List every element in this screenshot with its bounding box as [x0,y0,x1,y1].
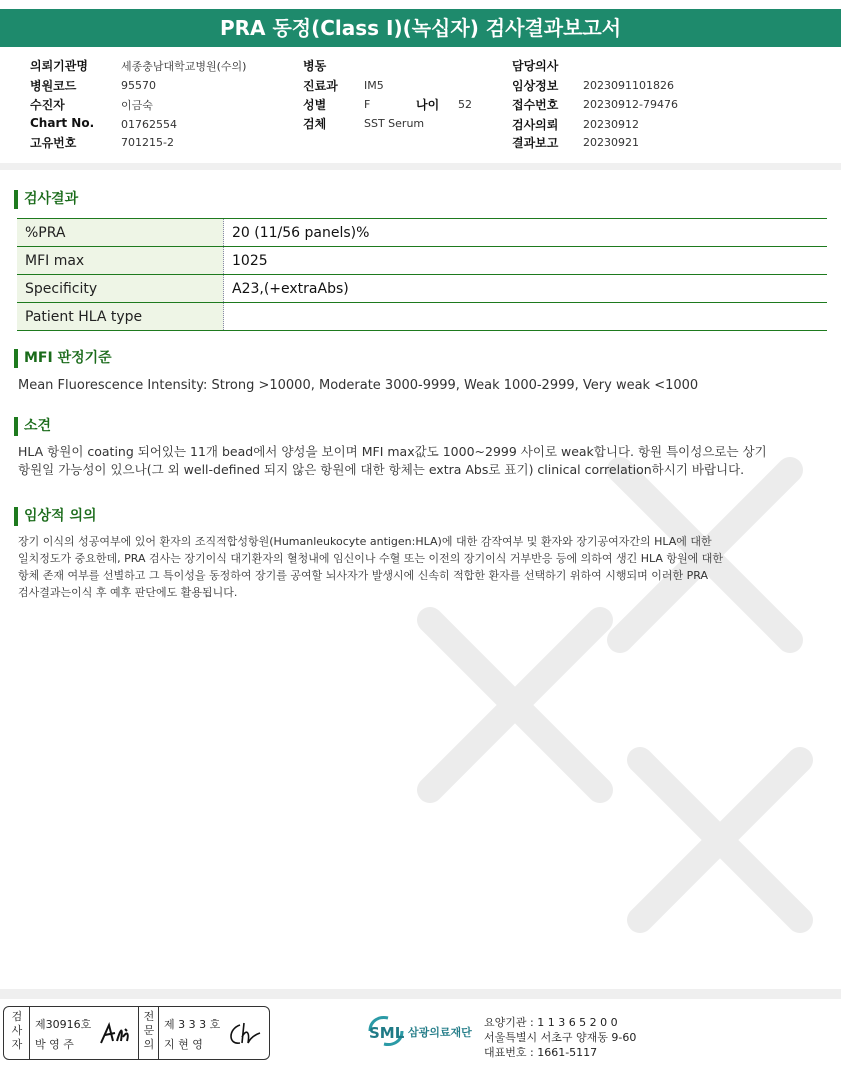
info-clinical: 임상정보 [512,79,559,93]
info-department: 진료과 [303,79,338,93]
table-row [17,219,827,247]
org-name: 삼광의료재단 [408,1026,472,1039]
info-ward: 병동 [303,59,327,73]
clinical-line-3: 항체 존재 여부를 선별하고 그 특이성을 동정하여 장기를 공여할 뇌사자가 발생시에 신속히 적합한 환자를 선택하기 위하여 시행되며 이러한 PRA [18,569,708,582]
svg-text:SML: SML [369,1024,405,1042]
table-row [17,247,827,275]
sml-logo [366,1014,406,1052]
signature-2-image [226,1019,264,1049]
info-sex: 성별 [303,98,327,112]
signature-1-image [97,1019,133,1049]
info-age: 나이 [416,98,440,112]
info-specimen-value: SST Serum [364,117,425,130]
row-label-mfi: MFI max [17,247,224,275]
signer2-license: 제 3 3 3 호 [164,1018,221,1031]
row-value-specificity: A23,(+extraAbs) [224,275,828,303]
sml-logo-mark [366,1014,406,1048]
clinical-heading: 임상적 의의 [14,505,97,526]
info-specimen: 검체 [303,117,327,131]
row-label-hla-type: Patient HLA type [17,303,224,331]
info-institution-value: 세종충남대학교병원(수의) [121,60,247,73]
mfi-heading: MFI 판정기준 [14,347,112,368]
info-doctor: 담당의사 [512,59,559,73]
org-phone: 대표번호 : 1661-5117 [484,1046,598,1059]
info-unique-id: 고유번호 [30,136,77,150]
clinical-line-1: 장기 이식의 성공여부에 있어 환자의 조직적합성항원(Humanleukocyte antigen:HLA)에 대한 감작여부 및 환자와 장기공여자간의 HLA에 대한 [18,535,712,548]
signer1-role: 검사자 [11,1010,23,1051]
opinion-line-2: 항원일 가능성이 있으나(그 외 well-defined 되지 않은 항원에 대한 항체는 extra Abs로 표기) clinical correlation하시기 바랍니다. [18,462,745,477]
results-table [17,218,827,331]
info-clinical-value: 2023091101826 [583,79,674,92]
info-patient: 수진자 [30,98,65,112]
clinical-line-4: 검사결과는이식 후 예후 판단에도 활용됩니다. [18,586,238,599]
signer1-name: 박 영 주 [35,1038,74,1051]
info-unique-id-value: 701215-2 [121,136,174,149]
signer2-name: 지 현 영 [164,1038,203,1051]
row-value-pra: 20 (11/56 panels)% [224,219,828,247]
info-institution: 의뢰기관명 [30,59,88,73]
info-department-value: IM5 [364,79,384,92]
signer2-role: 전문의 [143,1010,155,1051]
info-report-date: 결과보고 [512,136,559,150]
info-receipt-no: 접수번호 [512,98,559,112]
org-address: 서울특별시 서초구 양재동 9-60 [484,1031,637,1044]
row-value-mfi: 1025 [224,247,828,275]
table-row [17,275,827,303]
results-heading: 검사결과 [14,188,78,209]
signature-box [3,1006,270,1060]
info-hospital-code-value: 95570 [121,79,156,92]
row-value-hla-type [224,303,828,331]
info-request-date: 검사의뢰 [512,118,559,132]
info-report-date-value: 20230921 [583,136,639,149]
info-receipt-no-value: 20230912-79476 [583,98,678,111]
info-patient-value: 이금숙 [121,99,153,112]
table-row [17,303,827,331]
row-label-specificity: Specificity [17,275,224,303]
info-sex-value: F [364,98,371,111]
info-chart-no-value: 01762554 [121,118,177,131]
info-request-date-value: 20230912 [583,118,639,131]
info-age-value: 52 [458,98,472,111]
divider [0,163,841,170]
report-title: PRA 동정(Class I)(녹십자) 검사결과보고서 [0,9,841,47]
opinion-line-1: HLA 항원이 coating 되어있는 11개 bead에서 양성을 보이며 MFI max값도 1000~2999 사이로 weak합니다. 항원 특이성으로는 상기 [18,444,767,459]
info-chart-no: Chart No. [30,116,95,130]
signer1-license: 제30916호 [35,1018,92,1031]
footer-divider [0,989,841,999]
org-code: 요양기관 : 1 1 3 6 5 2 0 0 [484,1016,618,1029]
info-hospital-code: 병원코드 [30,79,77,93]
opinion-heading: 소견 [14,415,51,436]
clinical-line-2: 일치정도가 중요한데, PRA 검사는 장기이식 대기환자의 혈청내에 임신이나 수혈 또는 이전의 장기이식 거부반응 등에 의하여 생긴 HLA 항원에 대한 [18,552,724,565]
mfi-text: Mean Fluorescence Intensity: Strong >10000, Moderate 3000-9999, Weak 1000-2999, Very weak <1000 [18,378,699,393]
row-label-pra: %PRA [17,219,224,247]
org-info [484,1015,636,1060]
